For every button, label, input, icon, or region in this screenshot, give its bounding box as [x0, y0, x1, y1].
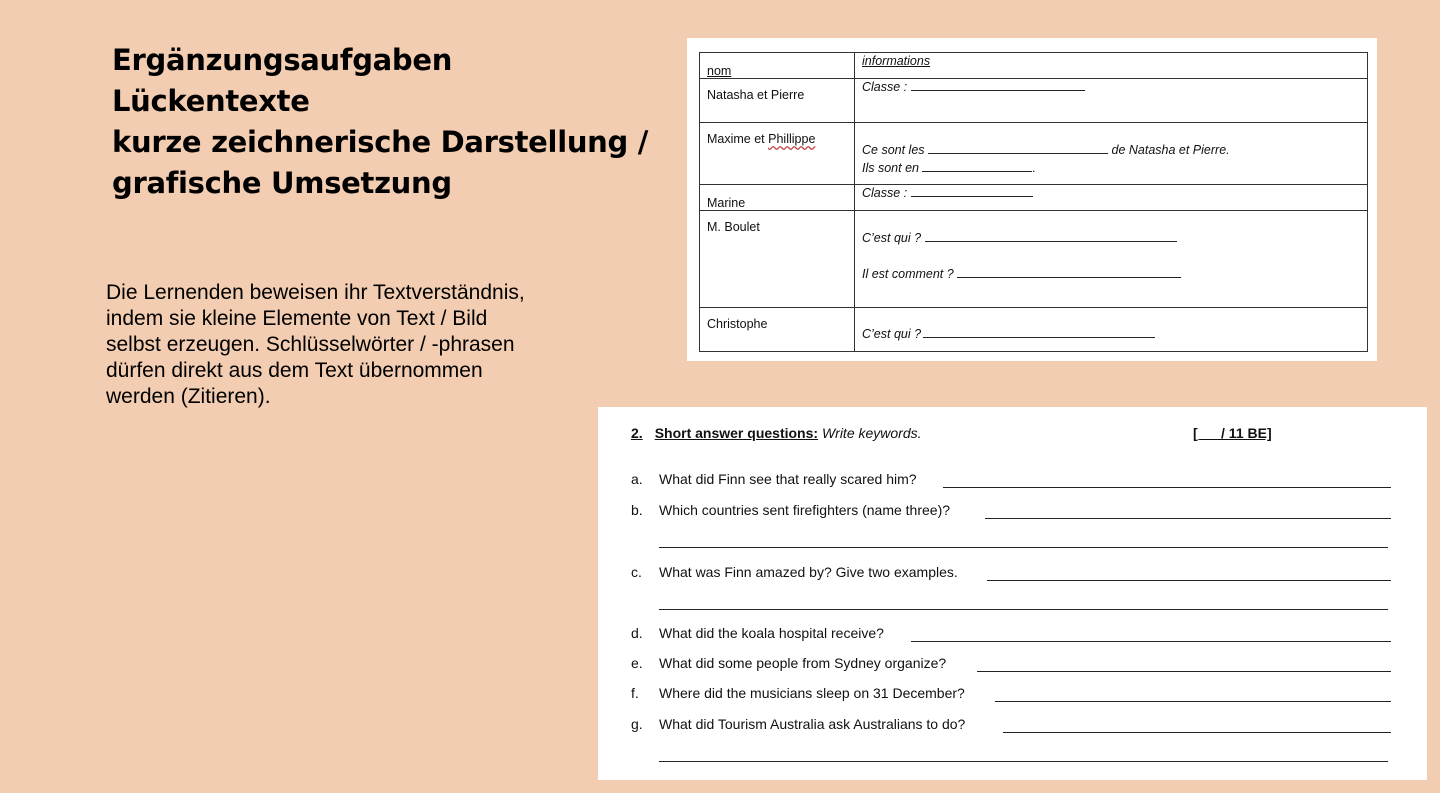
- slide-body-text: [106, 280, 576, 410]
- worksheet-questions-image: [598, 407, 1427, 780]
- title-line-2: Lückentexte: [112, 84, 310, 118]
- answer-line: [911, 641, 1391, 642]
- row-info: C’est qui ? Il est comment ?: [855, 211, 1368, 308]
- title-line-1: Ergänzungsaufgaben: [112, 43, 453, 77]
- answer-line: [985, 518, 1391, 519]
- table-row: [700, 79, 1368, 123]
- question-item: a. What did Finn see that really scared him?: [631, 471, 1391, 491]
- row-info: Classe :: [855, 185, 1368, 211]
- answer-blank: [911, 186, 1033, 197]
- row-name: Christophe: [700, 308, 855, 352]
- question-item: c. What was Finn amazed by? Give two examples.: [631, 564, 1391, 584]
- question-item: f. Where did the musicians sleep on 31 December?: [631, 685, 1391, 705]
- title-line-3: kurze zeichnerische Darstellung /: [112, 125, 649, 159]
- title-line-4: grafische Umsetzung: [112, 166, 452, 200]
- body-line-2: indem sie kleine Elemente von Text / Bild: [106, 307, 488, 330]
- table-row: [700, 185, 1368, 211]
- body-line-4: dürfen direkt aus dem Text übernommen: [106, 359, 483, 382]
- body-line-1: Die Lernenden beweisen ihr Textverständnis,: [106, 281, 525, 304]
- row-info: C’est qui ?: [855, 308, 1368, 352]
- row-info: Classe :: [855, 79, 1368, 123]
- question-heading: 2. Short answer questions: Write keywords.: [631, 425, 922, 441]
- row-name: Maxime et Phillippe: [700, 123, 855, 185]
- answer-blank: [928, 143, 1108, 154]
- slide-title: [112, 40, 672, 204]
- answer-blank: [925, 231, 1177, 242]
- table-row: [700, 211, 1368, 308]
- answer-blank: [957, 267, 1181, 278]
- worksheet-table-image: [687, 38, 1377, 361]
- answer-line: [987, 580, 1391, 581]
- answer-line: [659, 609, 1388, 610]
- answer-line: [995, 701, 1391, 702]
- question-item: b. Which countries sent firefighters (name three)?: [631, 502, 1391, 522]
- header-informations: informations: [855, 53, 1368, 79]
- answer-line: [659, 547, 1388, 548]
- row-name: Natasha et Pierre: [700, 79, 855, 123]
- answer-blank: [911, 80, 1085, 91]
- score-box: [___/ 11 BE]: [1193, 425, 1272, 441]
- answer-blank: [922, 161, 1032, 172]
- header-nom: nom: [700, 53, 855, 79]
- question-item: d. What did the koala hospital receive?: [631, 625, 1391, 645]
- row-name: Marine: [700, 185, 855, 211]
- question-item: e. What did some people from Sydney organize?: [631, 655, 1391, 675]
- answer-line: [659, 761, 1388, 762]
- table-header-row: [700, 53, 1368, 79]
- answer-line: [977, 671, 1391, 672]
- body-line-5: werden (Zitieren).: [106, 385, 271, 408]
- row-info: Ce sont les de Natasha et Pierre. Ils sont en .: [855, 123, 1368, 185]
- answer-line: [943, 487, 1391, 488]
- info-table: [699, 52, 1368, 352]
- row-name: M. Boulet: [700, 211, 855, 308]
- answer-blank: [923, 327, 1155, 338]
- answer-line: [1003, 732, 1391, 733]
- question-item: g. What did Tourism Australia ask Australians to do?: [631, 716, 1391, 736]
- table-row: [700, 308, 1368, 352]
- body-line-3: selbst erzeugen. Schlüsselwörter / -phrasen: [106, 333, 515, 356]
- table-row: [700, 123, 1368, 185]
